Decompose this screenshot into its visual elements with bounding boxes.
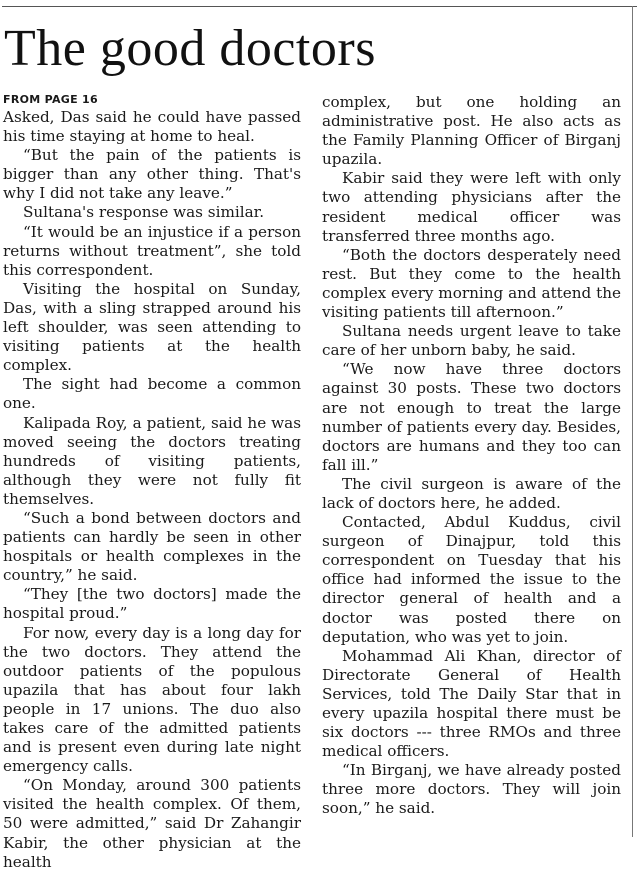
article-column-right (322, 93, 621, 819)
paragraph: “In Birganj, we have already posted three more doctors. They will join soon,” he said. (322, 761, 621, 818)
paragraph: “Such a bond between doctors and patients can hardly be seen in other hospitals or health complexes in the country,” he said. (3, 508, 301, 585)
paragraph: Contacted, Abdul Kuddus, civil surgeon of Dinajpur, told this correspondent on Tuesday that his office had informed the issue to the director general of health and a doctor was posted there on deputation, who was yet to join. (322, 513, 621, 646)
kicker: FROM PAGE 16 (3, 93, 98, 106)
paragraph: “Both the doctors desperately need rest. But they come to the health complex every morning and attend the visiting patients till afternoon.” (322, 245, 621, 322)
paragraph: complex, but one holding an administrative post. He also acts as the Family Planning Officer of Birganj upazila. (322, 93, 621, 169)
headline: The good doctors (4, 20, 376, 77)
paragraph: Mohammad Ali Khan, director of Directorate General of Health Services, told The Daily Star that in every upazila hospital there must be six doctors --- three RMOs and three medical officers. (322, 646, 621, 761)
right-rule (632, 6, 633, 837)
paragraph: “On Monday, around 300 patients visited the health complex. Of them, 50 were admitted,” said Dr Zahangir Kabir, the other physician at the health (3, 776, 301, 871)
top-rule (2, 6, 637, 7)
paragraph: Visiting the hospital on Sunday, Das, with a sling strapped around his left shoulder, was seen attending to visiting patients at the health complex. (3, 279, 301, 375)
paragraph: Asked, Das said he could have passed his time staying at home to heal. (3, 108, 301, 146)
paragraph: “But the pain of the patients is bigger than any other thing. That's why I did not take any leave.” (3, 146, 301, 203)
paragraph: The sight had become a common one. (3, 375, 301, 413)
paragraph: The civil surgeon is aware of the lack of doctors here, he added. (322, 474, 621, 512)
paragraph: Sultana's response was similar. (23, 203, 265, 222)
paragraph: “We now have three doctors against 30 posts. These two doctors are not enough to treat the large number of patients every day. Besides, doctors are humans and they too can fall ill.” (322, 360, 621, 474)
paragraph: Sultana needs urgent leave to take care of her unborn baby, he said. (322, 322, 621, 360)
paragraph: For now, every day is a long day for the two doctors. They attend the outdoor patients of the populous upazila that has about four lakh people in 17 unions. The duo also takes care of the admitted patients and is present even during late night emergency calls. (3, 623, 301, 776)
paragraph: Kalipada Roy, a patient, said he was moved seeing the doctors treating hundreds of visiting patients, although they were not fully fit themselves. (3, 413, 301, 508)
paragraph: “They [the two doctors] made the hospital proud.” (3, 585, 301, 623)
paragraph: Kabir said they were left with only two attending physicians after the resident medical officer was transferred three months ago. (322, 169, 621, 245)
article-column-left (3, 92, 301, 872)
paragraph: “It would be an injustice if a person returns without treatment”, she told this correspondent. (3, 222, 301, 279)
